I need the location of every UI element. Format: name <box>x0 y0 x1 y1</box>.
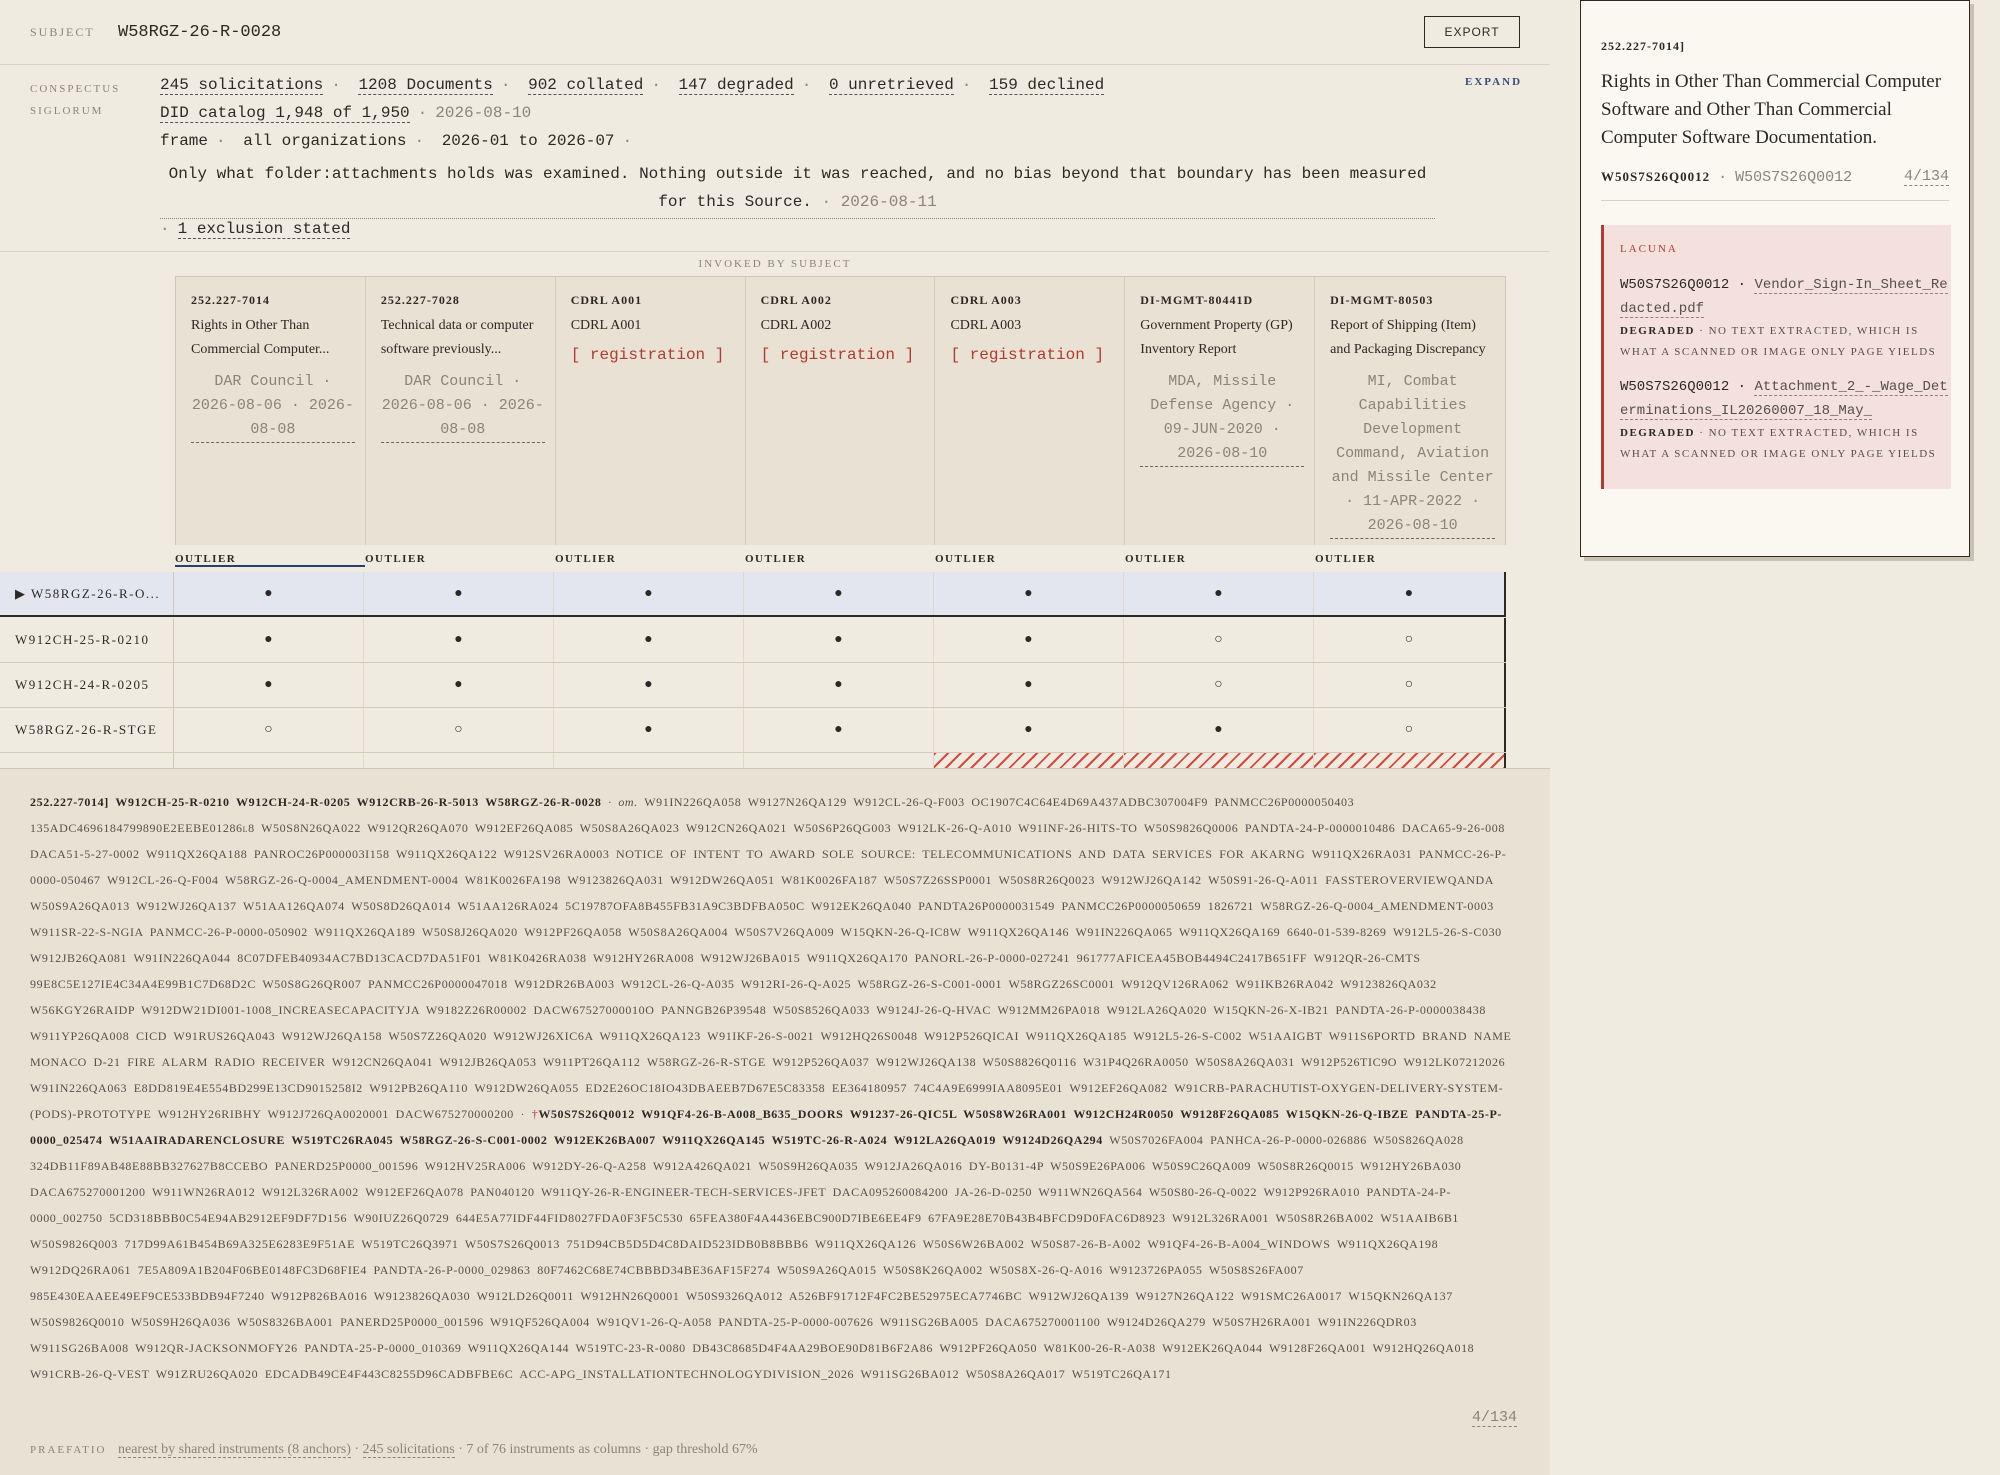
column-meta: MDA, Missile Defense Agency · 09-JUN-2020 · 2026-08-10 <box>1140 370 1304 467</box>
lacuna-box <box>1601 225 1951 489</box>
card-title: Rights in Other Than Commercial Computer Software and Other Than Commercial Computer Software Documentation. <box>1601 71 1942 148</box>
matrix-row-partial <box>0 753 1506 768</box>
column-id: CDRL A001 <box>570 293 643 307</box>
page-indicator[interactable]: 4/134 <box>1472 1409 1518 1426</box>
corpus-ids-bold[interactable]: W50S7S26Q0012 W91QF4-26-B-A008_B635_DOORS W91237-26-QIC5L W50S8W26RA001 W912CH24R0050 W9128F26QA085 W15QKN-26-Q-IBZE PANDTA-25-P-0000_025474 W51AAIRADARENCLOSURE W519TC26RA045 W58RGZ-26-S-C001-0002 W912EK26BA007 W911QX26QA145 W519TC-26-R-A024 W912LA26QA019 W9124D26QA294 <box>30 1107 1502 1147</box>
subject-value: W58RGZ-26-R-0028 <box>118 22 282 42</box>
frame-label: frame <box>160 132 209 150</box>
column-id: CDRL A002 <box>760 293 832 307</box>
matrix-cell[interactable]: ● <box>934 618 1124 662</box>
lacuna-file-link[interactable]: Attachment_2_-_Wage_Determinations_IL20260007_18_May_ <box>1620 379 1948 419</box>
stat-solicitations[interactable]: 245 solicitations <box>160 76 324 94</box>
scope-note-text: Only what folder:attachments holds was examined. Nothing outside it was reached, and no bias beyond that boundary has been measured for this Source. <box>168 165 1427 211</box>
stat-collated[interactable]: 902 collated <box>528 76 644 94</box>
catalog-row: DID catalog 1,948 of 1,950 · 2026-08-10 <box>160 104 532 122</box>
conspectus-panel <box>0 66 1550 252</box>
outlier-toggle[interactable]: OUTLIER <box>555 553 617 565</box>
registration-link[interactable]: [ registration ] <box>760 346 915 364</box>
card-ids: W50S7S26Q0012 · W50S7S26Q0012 4/134 <box>1601 168 1949 201</box>
column-headers <box>175 276 1506 545</box>
expand-link[interactable]: EXPAND <box>1465 76 1523 88</box>
row-label: W912CH-25-R-0210 <box>15 632 150 647</box>
frame-row: frame · all organizations · 2026-01 to 2026-07 · <box>160 132 633 150</box>
subject-label: SUBJECT <box>30 24 95 39</box>
column-252-227-7014[interactable] <box>176 277 366 545</box>
column-cdrl-a002[interactable] <box>746 277 936 545</box>
outlier-toggle[interactable]: OUTLIER <box>1125 553 1187 565</box>
column-meta: DAR Council · 2026-08-06 · 2026-08-08 <box>191 370 355 443</box>
praefatio-label: PRAEFATIO <box>30 1444 107 1456</box>
card-citation: 252.227-7014] <box>1601 39 1685 53</box>
column-title: CDRL A003 <box>950 318 1022 333</box>
row-cells <box>173 663 1506 707</box>
column-title: CDRL A002 <box>760 318 832 333</box>
lacuna-item <box>1620 273 1951 363</box>
scope-note-date: 2026-08-11 <box>840 193 937 211</box>
matrix-cell[interactable]: ● <box>744 663 934 707</box>
matrix-cell[interactable]: ● <box>174 663 364 707</box>
column-id: CDRL A003 <box>950 293 1022 307</box>
matrix-cell[interactable]: ● <box>1404 585 1414 601</box>
praefatio-link[interactable]: nearest by shared instruments (8 anchors) <box>117 1442 351 1457</box>
lacuna-id: W50S7S26Q0012 · <box>1620 277 1747 293</box>
matrix-cell[interactable]: ● <box>744 708 934 752</box>
outlier-toggle[interactable]: OUTLIER <box>1315 553 1377 565</box>
stat-declined[interactable]: 159 declined <box>989 76 1105 94</box>
column-title: Report of Shipping (Item) and Packaging Discrepancy <box>1330 318 1486 357</box>
column-di-mgmt-80441d[interactable] <box>1125 277 1315 545</box>
matrix-cell[interactable]: ● <box>934 708 1124 752</box>
column-id: 252.227-7028 <box>380 293 460 307</box>
column-252-227-7028[interactable] <box>366 277 556 545</box>
row-label: W912CH-24-R-0205 <box>15 677 150 692</box>
matrix-row[interactable] <box>0 618 1506 663</box>
exclusions-link[interactable]: 1 exclusion stated <box>177 220 351 238</box>
column-title: Technical data or computer software previously... <box>380 318 534 357</box>
dagger-mark: † <box>531 1107 539 1121</box>
conspectus-label <box>30 78 120 122</box>
matrix-cell[interactable]: ○ <box>1124 663 1314 707</box>
stat-unretrieved[interactable]: 0 unretrieved <box>828 76 954 94</box>
matrix-cell[interactable]: ● <box>554 572 744 615</box>
corpus-ids[interactable]: W91IN226QA058 W9127N26QA129 W912CL-26-Q-F003 OC1907C4C64E4D69A437ADBC307004F9 PANMCC26P0000050403 135ADC4696184799890E2EEBE01286l8 W50S8N26QA022 W912QR26QA070 W912EF26QA085 W50S8A26QA023 W912CN26QA021 W50S6P26QG003 W912LK-26-Q-A010 W91INF-26-HITS-TO W50S9826Q0006 PANDTA-24-P-0000010486 DACA65-9-26-008 DACA51-5-27-0002 W911QX26QA188 PANROC26P000003I158 W911QX26QA122 W912SV26RA0003 NOTICE OF INTENT TO AWARD SOLE SOURCE: TELECOMMUNICATIONS AND DATA SERVICES FOR AKARNG W911QX26RA031 PANMCC-26-P-0000-050467 W912CL-26-Q-F004 W58RGZ-26-Q-0004_AMENDMENT-0004 W81K0026FA198 W9123826QA031 W912DW26QA051 W81K0026FA187 W50S7Z26SSP0001 W50S8R26Q0023 W912WJ26QA142 W50S91-26-Q-A011 FASSTEROVERVIEWQANDA W50S9A26QA013 W912WJ26QA137 W51AA126QA074 W50S8D26QA014 W51AA126RA024 5C19787OFA8B455FB31A9C3BDFBA050C W912EK26QA040 PANDTA26P0000031549 PANMCC26P0000050659 1826721 W58RGZ-26-Q-0004_AMENDMENT-0003 W911SR-22-S-NGIA PANMCC-26-P-0000-050902 W911QX26QA189 W50S8J26QA020 W912PF26QA058 W50S8A26QA004 W50S7V26QA009 W15QKN-26-Q-IC8W W911QX26QA146 W91IN226QA065 W911QX26QA169 6640-01-539-8269 W912L5-26-S-C030 W912JB26QA081 W91IN226QA044 8C07DFEB40934AC7BD13CACD7DA51F01 W81K0426RA038 W912HY26RA008 W912WJ26BA015 W911QX26QA170 PANORL-26-P-0000-027241 961777AFICEA45BOB4494C2417B651FF W912QR-26-CMTS 99E8C5E127IE4C34A4E99B1C7D68D2C W50S8G26QR007 PANMCC26P0000047018 W912DR26BA003 W912CL-26-Q-A035 W912RI-26-Q-A025 W58RGZ-26-S-C001-0001 W58RGZ26SC0001 W912QV126RA062 W91IKB26RA042 W9123826QA032 W56KGY26RAIDP W912DW21DI001-1008_INCREASECAPACITYJA W9182Z26R00002 DACW67527000010O PANNGB26P39548 W50S8526QA033 W9124J-26-Q-HVAC W912MM26PA018 W912LA26QA020 W15QKN-26-X-IB21 PANDTA-26-P-0000038438 W911YP26QA008 CICD W91RUS26QA043 W912WJ26QA158 W50S7Z26QA020 W912WJ26XIC6A W911QX26QA123 W91IKF-26-S-0021 W912HQ26S0048 W912P526QICAI W911QX26QA185 W912L5-26-S-C002 W51AAIGBT W911S6PORTD BRAND NAME MONACO D-21 FIRE ALARM RADIO RECEIVER W912CN26QA041 W912JB26QA053 W911PT26QA112 W58RGZ-26-R-STGE W912P526QA037 W912WJ26QA138 W50S8826Q0116 W31P4Q26RA0050 W50S8A26QA031 W912P526TIC9O W912LK07212026 W91IN226QA063 E8DD819E4E554BD299E13CD9015258I2 W912PB26QA110 W912DW26QA055 ED2E26OC18IO43DBAEEB7D67E5C83358 EE364180957 74C4A9E6999IAA8095E01 W912EF26QA082 W91CRB-PARACHUTIST-OXYGEN-DELIVERY-SYSTEM-(PODS)-PROTOTYPE W912HY26RIBHY W912J726QA0020001 DACW675270000200 · <box>30 795 1512 1121</box>
row-label: W58RGZ-26-R-STGE <box>15 722 158 737</box>
stat-degraded[interactable]: 147 degraded <box>678 76 794 94</box>
outlier-row <box>175 545 1506 567</box>
lacuna-label: LACUNA <box>1620 243 1678 255</box>
lacuna-id: W50S7S26Q0012 · <box>1620 379 1747 395</box>
lacuna-file-link[interactable]: Vendor_Sign-In_Sheet_Redacted.pdf <box>1620 277 1948 317</box>
frame-scope: all organizations <box>243 132 407 150</box>
matrix-cell[interactable]: ● <box>364 618 554 662</box>
lacuna-item <box>1620 375 1951 465</box>
matrix-cell[interactable]: ● <box>364 663 554 707</box>
matrix-cell[interactable]: ● <box>554 708 744 752</box>
instrument-matrix <box>0 276 1550 768</box>
column-meta: DAR Council · 2026-08-06 · 2026-08-08 <box>381 370 545 443</box>
exclusions-row: · 1 exclusion stated <box>160 220 351 238</box>
outlier-toggle[interactable]: OUTLIER <box>365 553 427 565</box>
matrix-cell[interactable]: ○ <box>1404 677 1414 692</box>
praefatio-rest: · 7 of 76 instruments as columns · gap threshold 67% <box>458 1442 758 1457</box>
matrix-cell[interactable]: ○ <box>1124 618 1314 662</box>
matrix-cell[interactable]: ● <box>934 663 1124 707</box>
matrix-cell[interactable]: ● <box>554 663 744 707</box>
lacuna-status: DEGRADED <box>1620 427 1695 439</box>
gap-hatch <box>934 753 1124 768</box>
column-id: DI-MGMT-80503 <box>1330 293 1434 307</box>
matrix-row[interactable] <box>0 663 1506 708</box>
stat-documents[interactable]: 1208 Documents <box>358 76 493 94</box>
matrix-cell[interactable]: ○ <box>174 708 364 752</box>
matrix-cell[interactable]: ○ <box>364 708 554 752</box>
row-cells <box>173 572 1506 615</box>
gap-hatch <box>1124 753 1314 768</box>
matrix-row-subject[interactable] <box>0 572 1506 617</box>
matrix-cell[interactable]: ● <box>1124 572 1314 615</box>
matrix-cell[interactable]: ● <box>744 572 934 615</box>
matrix-cell[interactable]: ● <box>934 572 1124 615</box>
column-id: 252.227-7014 <box>191 293 270 307</box>
outlier-toggle[interactable]: OUTLIER <box>745 553 807 565</box>
matrix-cell[interactable]: ● <box>174 572 364 615</box>
row-cells <box>173 708 1506 752</box>
invoked-label: INVOKED BY SUBJECT <box>698 258 852 270</box>
corpus-text <box>30 789 1520 1439</box>
outlier-toggle[interactable]: OUTLIER <box>175 545 365 567</box>
matrix-cell[interactable]: ● <box>1124 708 1314 752</box>
conspectus-label-line1: CONSPECTUS <box>30 83 121 95</box>
matrix-row[interactable] <box>0 708 1506 753</box>
matrix-cell[interactable]: ● <box>174 618 364 662</box>
column-title: CDRL A001 <box>570 318 642 333</box>
card-page[interactable]: 4/134 <box>1903 168 1949 185</box>
lacuna-note: · NO TEXT EXTRACTED, WHICH IS WHAT A SCANNED OR IMAGE ONLY PAGE YIELDS <box>1620 325 1937 358</box>
column-cdrl-a003[interactable] <box>935 277 1125 545</box>
column-cdrl-a001[interactable] <box>556 277 746 545</box>
matrix-cell[interactable]: ● <box>364 572 554 615</box>
column-di-mgmt-80503[interactable] <box>1315 277 1505 545</box>
outlier-toggle[interactable]: OUTLIER <box>935 553 997 565</box>
card-id-b[interactable]: W50S7S26Q0012 <box>1735 168 1853 186</box>
matrix-cell[interactable]: ○ <box>1404 632 1414 647</box>
registration-link[interactable]: [ registration ] <box>950 346 1105 364</box>
detail-card <box>1580 0 1970 557</box>
matrix-cell[interactable]: ● <box>554 618 744 662</box>
export-button[interactable]: EXPORT <box>1424 16 1520 48</box>
row-label: ▶ W58RGZ-26-R-O... <box>15 585 161 601</box>
matrix-cell[interactable]: ● <box>744 618 934 662</box>
stats-row: 245 solicitations · 1208 Documents · 902 collated · 147 degraded · 0 unretrieved · 159 declined <box>160 76 1105 94</box>
column-title: Rights in Other Than Commercial Computer... <box>191 318 330 357</box>
column-id: DI-MGMT-80441D <box>1140 293 1254 307</box>
lacuna-note: · NO TEXT EXTRACTED, WHICH IS WHAT A SCANNED OR IMAGE ONLY PAGE YIELDS <box>1620 427 1937 460</box>
row-cells <box>173 618 1506 662</box>
registration-link[interactable]: [ registration ] <box>570 346 725 364</box>
column-meta: MI, Combat Capabilities Development Command, Aviation and Missile Center · 11-APR-2022 · 2026-08-10 <box>1330 370 1495 539</box>
card-id-a[interactable]: W50S7S26Q0012 <box>1601 169 1711 184</box>
gap-hatch <box>1314 753 1504 768</box>
column-title: Government Property (GP) Inventory Report <box>1140 318 1293 357</box>
corpus-lead: 252.227-7014] <box>30 795 109 809</box>
corpus-panel <box>0 768 1550 1475</box>
subject-bar <box>0 0 1550 65</box>
corpus-lead-ids[interactable]: W912CH-25-R-0210 W912CH-24-R-0205 W912CRB-26-R-5013 W58RGZ-26-R-0028 <box>115 795 602 809</box>
conspectus-label-line2: SIGLORUM <box>30 105 104 117</box>
catalog-date: 2026-08-10 <box>435 104 532 122</box>
scope-note: Only what folder:attachments holds was examined. Nothing outside it was reached, and no bias beyond that boundary has been measured for this Source. · 2026-08-11 <box>160 160 1435 219</box>
praefatio: PRAEFATIO nearest by shared instruments (8 anchors) · 245 solicitations · 7 of 76 instruments as columns · gap threshold 67% <box>30 1442 758 1457</box>
corpus-ids[interactable]: W50S7026FA004 PANHCA-26-P-0000-026886 W50S826QA028 324DB11F89AB48E88BB327627B8CCEBO PANERD25P0000_001596 W912HV25RA006 W912DY-26-Q-A258 W912A426QA021 W50S9H26QA035 W912JA26QA016 DY-B0131-4P W50S9E26PA006 W50S9C26QA009 W50S8R26Q0015 W912HY26BA030 DACA675270001200 W911WN26RA012 W912L326RA002 W912EF26QA078 PAN040120 W911QY-26-R-ENGINEER-TECH-SERVICES-JFET DACA095260084200 JA-26-D-0250 W911WN26QA564 W50S80-26-Q-0022 W912P926RA010 PANDTA-24-P-0000_002750 5CD318BBB0C54E94AB2912EF9DF7D156 W90IUZ26Q0729 644E5A77IDF44FID8027FDA0F3F5C530 65FEA380F4A4436EBC900D7IBE6EE4F9 67FA9E28E70B43B4BFCD9D0FAC6D8923 W912L326RA001 W50S8R26BA002 W51AAIB6B1 W50S9826Q003 717D99A61B454B69A325E6283E9F51AE W519TC26Q3971 W50S7S26Q0013 751D94CB5D5D4C8DAID523IDB0B8BBB6 W911QX26QA126 W50S6W26BA002 W50S87-26-B-A002 W91QF4-26-B-A004_WINDOWS W911QX26QA198 W912DQ26RA061 7E5A809A1B204F06BE0148FC3D68FIE4 PANDTA-26-P-0000_029863 80F7462C68E74CBBBD34BE36AF15F274 W50S9A26QA015 W50S8K26QA002 W50S8X-26-Q-A016 W9123726PA055 W50S8S26FA007 985E430EAAEE49EF9CE533BDB94F7240 W912P826BA016 W9123826QA030 W912LD26Q0011 W912HN26Q0001 W50S9326QA012 A526BF91712F4FC2BE52975ECA7746BC W912WJ26QA139 W9127N26QA122 W91SMC26A0017 W15QKN26QA137 W50S9826Q0010 W50S9H26QA036 W50S8326BA001 PANERD25P0000_001596 W91QF526QA004 W91QV1-26-Q-A058 PANDTA-25-P-0000-007626 W911SG26BA005 DACA675270001100 W9124D26QA279 W50S7H26RA001 W91IN226QDR03 W911SG26BA008 W912QR-JACKSONMOFY26 PANDTA-25-P-0000_010369 W911QX26QA144 W519TC-23-R-0080 DB43C8685D4F4AA29BOE90D81B6F2A86 W912PF26QA050 W81K00-26-R-A038 W912EK26QA044 W9128F26QA001 W912HQ26QA018 W91CRB-26-Q-VEST W91ZRU26QA020 EDCADB49CE4F443C8255D96CADBFBE6C ACC-APG_INSTALLATIONTECHNOLOGYDIVISION_2026 W911SG26BA012 W50S8A26QA017 W519TC26QA171 <box>30 1133 1475 1381</box>
frame-range: 2026-01 to 2026-07 <box>441 132 615 150</box>
praefatio-count[interactable]: 245 solicitations <box>362 1442 455 1457</box>
corpus-om: · om. <box>608 795 638 809</box>
lacuna-status: DEGRADED <box>1620 325 1695 337</box>
catalog-count[interactable]: DID catalog 1,948 of 1,950 <box>160 104 410 122</box>
matrix-cell[interactable]: ○ <box>1404 722 1414 737</box>
